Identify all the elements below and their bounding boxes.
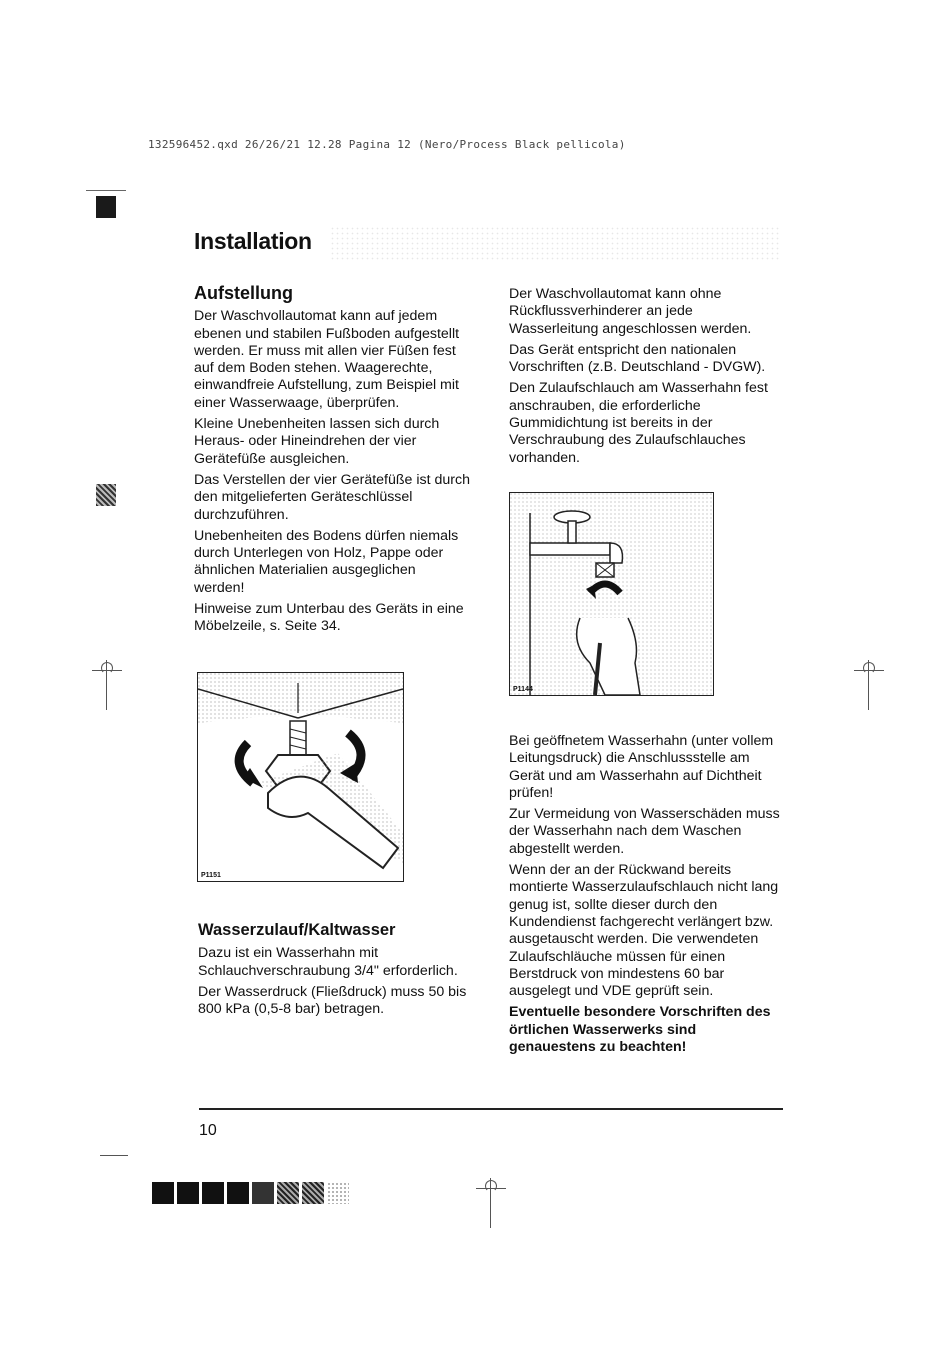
print-color-bar bbox=[152, 1182, 349, 1204]
foot-adjustment-illustration bbox=[197, 672, 404, 882]
color-patch bbox=[152, 1182, 174, 1204]
color-patch bbox=[252, 1182, 274, 1204]
section-leak-check bbox=[509, 733, 781, 1060]
paragraph: Das Verstellen der vier Gerätefüße ist durch den mitgelieferten Geräteschlüssel durchzuführen. bbox=[194, 471, 470, 523]
color-patch bbox=[327, 1182, 349, 1204]
print-slug: 132596452.qxd 26/26/21 12.28 Pagina 12 (Nero/Process Black pellicola) bbox=[148, 138, 626, 151]
color-patch bbox=[302, 1182, 324, 1204]
tap-connection-illustration bbox=[509, 492, 714, 696]
footer-rule bbox=[199, 1108, 783, 1110]
paragraph: Kleine Unebenheiten lassen sich durch Heraus- oder Hineindrehen der vier Gerätefüße ausgleichen. bbox=[194, 416, 440, 467]
paragraph: Der Wasserdruck (Fließdruck) muss 50 bis 800 kPa (0,5-8 bar) betragen. bbox=[198, 983, 467, 1018]
paragraph: Dazu ist ein Wasserhahn mit Schlauchverschraubung 3/4" erforderlich. bbox=[198, 945, 458, 979]
warning-note: Eventuelle besondere Vorschriften des örtlichen Wasserwerks sind genauestens zu beachten! bbox=[509, 1004, 771, 1056]
paragraph: Hinweise zum Unterbau des Geräts in eine Möbelzeile, s. Seite 34. bbox=[194, 601, 464, 635]
paragraph: Unebenheiten des Bodens dürfen niemals durch Unterlegen von Holz, Pappe oder ähnlichen Materialien ausgeglichen werden! bbox=[194, 527, 459, 596]
color-patch bbox=[177, 1182, 199, 1204]
section-aufstellung bbox=[194, 285, 470, 640]
color-patch bbox=[227, 1182, 249, 1204]
title-scan-noise bbox=[330, 226, 780, 262]
water-tap-icon bbox=[510, 493, 713, 695]
paragraph: Das Gerät entspricht den nationalen Vorschriften (z.B. Deutschland - DVGW). bbox=[509, 341, 766, 376]
paragraph: Bei geöffnetem Wasserhahn (unter vollem Leitungsdruck) die Anschlussstelle am Gerät und am Wasserhahn auf Dichtheit prüfen! bbox=[509, 733, 774, 801]
section-heading: Wasserzulauf/Kaltwasser bbox=[198, 921, 396, 939]
paragraph: Den Zulaufschlauch am Wasserhahn fest anschrauben, die erforderliche Gummidichtung ist bereits in der Verschraubung des Zulaufschlauches vorhanden. bbox=[509, 380, 768, 466]
paragraph: Der Waschvollautomat kann auf jedem ebenen und stabilen Fußboden aufgestellt werden. Er muss mit allen vier Füßen fest auf dem Boden stehen. Waagerechte, einwandfreie Aufstellung, zum Beispiel mit einer Wasserwaage, überprüfen. bbox=[194, 308, 460, 411]
paragraph: Zur Vermeidung von Wasserschäden muss der Wasserhahn nach dem Waschen abgestellt werden. bbox=[509, 806, 780, 857]
figure-code: P1144 bbox=[513, 686, 533, 693]
figure-code: P1151 bbox=[201, 872, 221, 879]
registration-crosshair-right bbox=[854, 660, 884, 710]
wrench-foot-icon bbox=[198, 673, 403, 881]
registration-block-hatched bbox=[96, 484, 116, 506]
color-patch bbox=[202, 1182, 224, 1204]
crop-line bbox=[86, 190, 126, 191]
crop-line bbox=[100, 1155, 128, 1156]
section-connection bbox=[509, 286, 781, 471]
section-heading: Aufstellung bbox=[194, 283, 293, 303]
page-number: 10 bbox=[199, 1122, 217, 1139]
registration-crosshair-left bbox=[92, 660, 122, 710]
section-wasserzulauf bbox=[198, 922, 474, 1022]
paragraph: Wenn der an der Rückwand bereits montierte Wasserzulaufschlauch nicht lang genug ist, sollte dieser durch den Kundendienst fachgerecht verlängert bzw. ausgetauscht werden. Die verwendeten Zulaufschläuche müssen für einen Berstdruck von mindestens 60 bar ausgelegt und VDE geprüft sein. bbox=[509, 862, 779, 1000]
page-title: Installation bbox=[194, 228, 312, 254]
registration-block bbox=[96, 196, 116, 218]
color-patch bbox=[277, 1182, 299, 1204]
paragraph: Der Waschvollautomat kann ohne Rückflussverhinderer an jede Wasserleitung angeschlossen werden. bbox=[509, 286, 752, 337]
registration-crosshair-bottom bbox=[476, 1178, 506, 1228]
